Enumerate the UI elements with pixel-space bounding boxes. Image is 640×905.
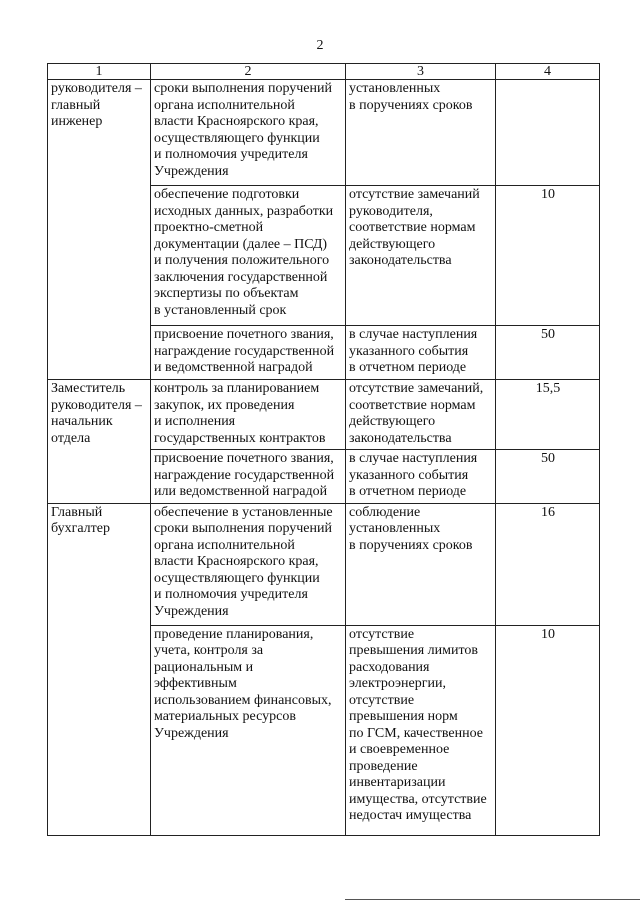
- column-header: 1: [48, 64, 151, 80]
- column-header: 4: [496, 64, 600, 80]
- column-header: 2: [151, 64, 346, 80]
- position-cell: руководителя – главный инженер: [48, 80, 151, 380]
- position-cell: Заместитель руководителя – начальник отдела: [48, 380, 151, 504]
- criteria-table: [47, 63, 600, 836]
- criterion-cell: проведение планирования, учета, контроля за рациональным и эффективным использованием финансовых, материальных ресурсов Учреждения: [151, 625, 346, 835]
- value-cell: 10: [496, 186, 600, 326]
- column-header: 3: [346, 64, 496, 80]
- condition-cell: в случае наступления указанного события в отчетном периоде: [346, 450, 496, 504]
- condition-cell: отсутствие замечаний, соответствие нормам действующего законодательства: [346, 380, 496, 450]
- condition-cell: установленных в поручениях сроков: [346, 80, 496, 186]
- criterion-cell: присвоение почетного звания, награждение государственной и ведомственной наградой: [151, 326, 346, 380]
- condition-cell: отсутствие превышения лимитов расходования электроэнергии, отсутствие превышения норм по ГСМ, качественное и своевременное проведение инвентаризации имущества, отсутствие недостач имущества: [346, 625, 496, 835]
- criterion-cell: присвоение почетного звания, награждение государственной или ведомственной наградой: [151, 450, 346, 504]
- condition-cell: отсутствие замечаний руководителя, соответствие нормам действующего законодательства: [346, 186, 496, 326]
- condition-cell: соблюдение установленных в поручениях сроков: [346, 503, 496, 625]
- condition-cell: в случае наступления указанного события в отчетном периоде: [346, 326, 496, 380]
- page-number: 2: [316, 38, 324, 53]
- value-cell: [496, 80, 600, 186]
- criterion-cell: контроль за планированием закупок, их проведения и исполнения государственных контрактов: [151, 380, 346, 450]
- value-cell: 10: [496, 625, 600, 835]
- value-cell: 50: [496, 450, 600, 504]
- page-bottom-rule: [345, 899, 640, 900]
- position-cell: Главный бухгалтер: [48, 503, 151, 835]
- table-header-row: [48, 64, 600, 80]
- criterion-cell: обеспечение подготовки исходных данных, разработки проектно-сметной документации (далее – ПСД) и получения положительного заключения государственной экспертизы по объектам в установленный срок: [151, 186, 346, 326]
- table-row: [48, 80, 600, 186]
- value-cell: 50: [496, 326, 600, 380]
- table-row: [48, 503, 600, 625]
- value-cell: 15,5: [496, 380, 600, 450]
- criterion-cell: сроки выполнения поручений органа исполнительной власти Красноярского края, осуществляющего функции и полномочия учредителя Учреждения: [151, 80, 346, 186]
- value-cell: 16: [496, 503, 600, 625]
- criterion-cell: обеспечение в установленные сроки выполнения поручений органа исполнительной власти Красноярского края, осуществляющего функции и полномочия учредителя Учреждения: [151, 503, 346, 625]
- table-row: [48, 380, 600, 450]
